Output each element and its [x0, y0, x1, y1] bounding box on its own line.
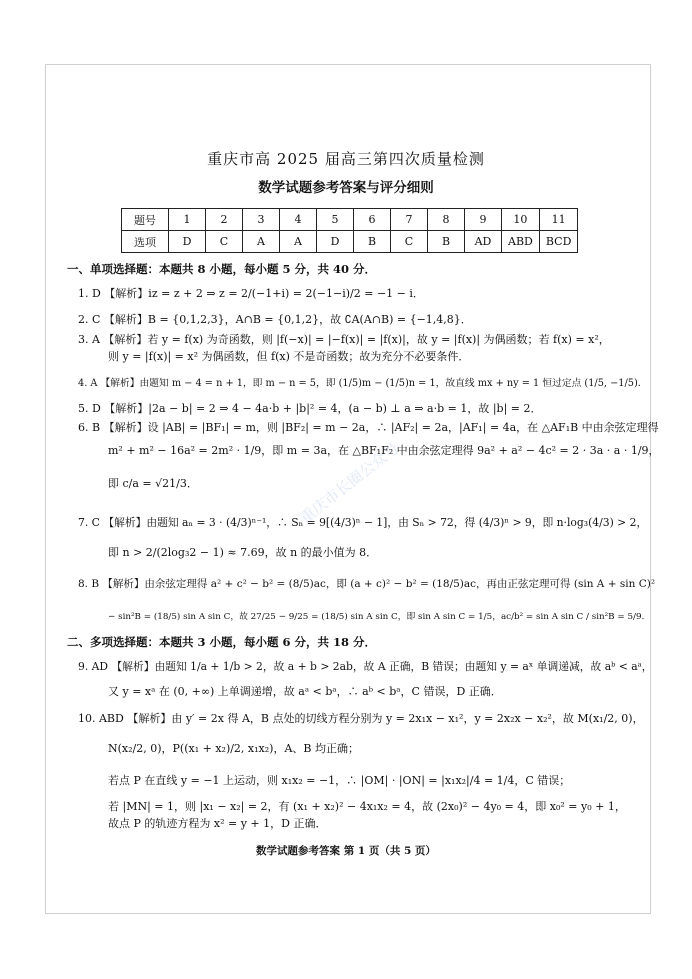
table-cell: 7: [391, 209, 428, 231]
answer-line: 故点 P 的轨迹方程为 x² = y + 1，D 正确．: [108, 817, 327, 830]
answer-line: 5. D 【解析】|2a − b| = 2 ⇒ 4 − 4a·b + |b|² = 4，(a − b) ⊥ a ⇒ a·b = 1，故 |b| = 2．: [78, 402, 542, 415]
page-footer: 数学试题参考答案 第 1 页（共 5 页）: [256, 845, 436, 857]
answer-line: 1. D 【解析】iz = z + 2 ⇒ z = 2/(−1+i) = 2(−1−i)/2 = −1 − i．: [78, 287, 424, 300]
table-cell: 10: [502, 209, 540, 231]
answer-line: 7. C 【解析】由题知 aₙ = 3 · (4/3)ⁿ⁻¹，∴ Sₙ = 9[(4/3)ⁿ − 1]，由 Sₙ > 72，得 (4/3)ⁿ > 9，即 n·log₃(4/3) > 2，: [78, 516, 648, 529]
table-cell: 11: [539, 209, 578, 231]
section-heading-multiple-choice: 二、多项选择题：本题共 3 小题，每小题 6 分，共 18 分．: [67, 635, 377, 649]
answer-line: − sin²B = (18/5) sin A sin C，故 27/25 − 9/25 = (18/5) sin A sin C，即 sin A sin C = 1/5，ac/b² = sin A sin C / sin²B = 5/9．: [108, 612, 651, 622]
table-cell: D: [169, 231, 206, 253]
table-cell: 9: [465, 209, 502, 231]
answer-line: 2. C 【解析】B = {0,1,2,3}，A∩B = {0,1,2}，故 ∁A(A∩B) = {−1,4,8}．: [78, 313, 472, 326]
watermark: 重庆市长圈公众号: [296, 439, 403, 528]
answer-line: 8. B 【解析】由余弦定理得 a² + c² − b² = (8/5)ac，即 (a + c)² − b² = (18/5)ac，再由正弦定理可得 (sin A + sin C)²: [78, 578, 656, 590]
answer-line: 又 y = xᵃ 在 (0, +∞) 上单调递增，故 aᵃ < bᵃ，∴ aᵇ < bᵃ，C 错误，D 正确．: [108, 685, 502, 698]
table-cell: 5: [317, 209, 354, 231]
table-cell: C: [206, 231, 243, 253]
table-cell: 4: [280, 209, 317, 231]
table-cell: D: [317, 231, 354, 253]
document-title: 重庆市高 2025 届高三第四次质量检测: [207, 150, 485, 168]
table-cell: 2: [206, 209, 243, 231]
table-cell: B: [354, 231, 391, 253]
table-cell: B: [428, 231, 465, 253]
answer-table: [121, 208, 578, 253]
answer-line: 则 y = |f(x)| = x² 为偶函数，但 f(x) 不是奇函数；故为充分不必要条件．: [108, 350, 470, 363]
document-subtitle: 数学试题参考答案与评分细则: [258, 180, 434, 196]
table-cell: 6: [354, 209, 391, 231]
answer-line: 9. AD 【解析】由题知 1/a + 1/b > 2，故 a + b > 2ab，故 A 正确，B 错误；由题知 y = aˣ 单调递减，故 aᵇ < aᵃ，: [78, 660, 653, 673]
table-cell: 8: [428, 209, 465, 231]
section-heading-single-choice: 一、单项选择题：本题共 8 小题，每小题 5 分，共 40 分．: [67, 262, 377, 276]
answer-line: 10. ABD 【解析】由 y′ = 2x 得 A，B 点处的切线方程分别为 y = 2x₁x − x₁²，y = 2x₂x − x₂²，故 M(x₁/2, 0)，: [78, 712, 644, 725]
answer-line: 若 |MN| = 1，则 |x₁ − x₂| = 2，有 (x₁ + x₂)² − 4x₁x₂ = 4，故 (2x₀)² − 4y₀ = 4，即 x₀² = y₀ + 1，: [108, 800, 626, 813]
answer-line: 3. A 【解析】若 y = f(x) 为奇函数，则 |f(−x)| = |−f(x)| = |f(x)|，故 y = |f(x)| 为偶函数；若 f(x) = x²，: [78, 333, 610, 346]
table-cell: 1: [169, 209, 206, 231]
answer-line: 4. A 【解析】由题知 m − 4 = n + 1，即 m − n = 5，即 (1/5)m − (1/5)n = 1，故直线 mx + ny = 1 恒过定点 (1/5, −1/5)．: [78, 378, 648, 389]
answer-line: 即 c/a = √21/3．: [108, 477, 198, 490]
answer-line: m² + m² − 16a² = 2m² · 1/9，即 m = 3a，在 △BF₁F₂ 中由余弦定理得 9a² + a² − 4c² = 2 · 3a · a · 1/9，: [108, 444, 660, 457]
answer-line: 即 n > 2/(2log₃2 − 1) ≈ 7.69，故 n 的最小值为 8．: [108, 546, 378, 559]
answer-table-row-answer: [122, 231, 578, 253]
table-cell: 3: [243, 209, 280, 231]
table-cell: 选项: [122, 231, 169, 253]
table-cell: A: [280, 231, 317, 253]
table-cell: ABD: [502, 231, 540, 253]
answer-line: 6. B 【解析】设 |AB| = |BF₁| = m，则 |BF₂| = m − 2a，∴ |AF₂| = 2a，|AF₁| = 4a，在 △AF₁B 中由余弦定理得: [78, 421, 659, 434]
table-cell: C: [391, 231, 428, 253]
answer-line: N(x₂/2, 0)，P((x₁ + x₂)/2, x₁x₂)，A、B 均正确；: [108, 742, 359, 755]
table-cell: 题号: [122, 209, 169, 231]
table-cell: A: [243, 231, 280, 253]
table-cell: BCD: [539, 231, 578, 253]
answer-table-row-question: [122, 209, 578, 231]
table-cell: AD: [465, 231, 502, 253]
answer-line: 若点 P 在直线 y = −1 上运动，则 x₁x₂ = −1，∴ |OM| · |ON| = |x₁x₂|/4 = 1/4，C 错误；: [108, 774, 571, 787]
